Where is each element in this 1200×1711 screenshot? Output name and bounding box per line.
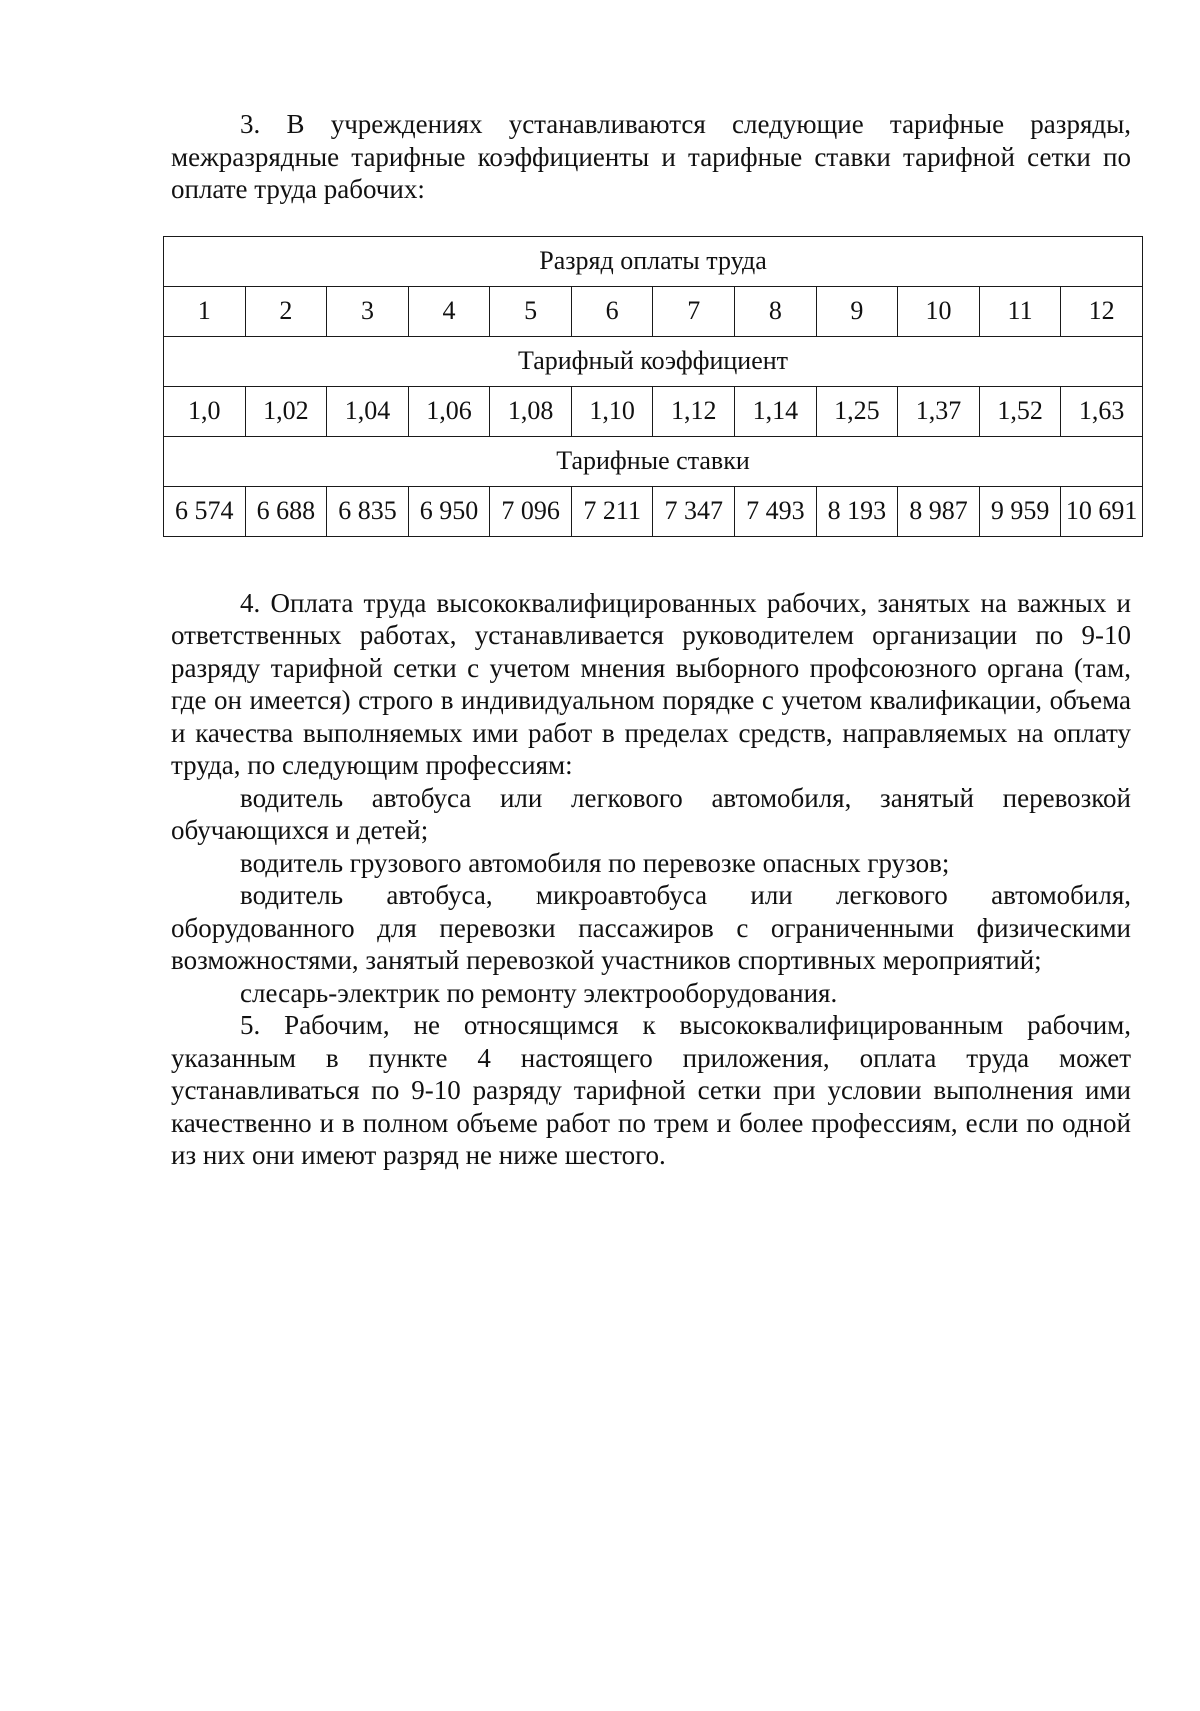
profession-item: слесарь-электрик по ремонту электрооборудования. [240, 977, 838, 1008]
rates-row [164, 486, 1143, 536]
rate-cell: 6 950 [408, 486, 490, 536]
section-4-paragraph: 4. Оплата труда высококвалифицированных рабочих, занятых на важных и ответственных работах, устанавливается руководителем организации по 9-10 разряду тарифной сетки с учетом мнения выборного профсоюзного органа (там, где он имеется) строго в индивидуальном порядке с учетом квалификации, объема и качества выполняемых ими работ в пределах средств, направляемых на оплату труда, по следующим профессиям: [171, 587, 1131, 780]
rates-header-row [164, 436, 1143, 486]
coefficient-header-cell: Тарифный коэффициент [164, 336, 1143, 386]
profession-item: водитель автобуса, микроавтобуса или легкового автомобиля, оборудованного для перевозки пассажиров с ограниченными физическими возможностями, занятый перевозкой участников спортивных мероприятий; [171, 880, 1131, 975]
section-3-paragraph: 3. В учреждениях устанавливаются следующие тарифные разряды, межразрядные тарифные коэффициенты и тарифные ставки тарифной сетки по оплате труда рабочих: [171, 109, 1131, 204]
profession-item: водитель автобуса или легкового автомобиля, занятый перевозкой обучающихся и детей; [171, 782, 1131, 845]
tariff-grid-table [163, 236, 1143, 537]
coefficient-cell: 1,0 [164, 386, 246, 436]
coefficient-cell: 1,06 [408, 386, 490, 436]
grade-cell: 6 [571, 286, 653, 336]
coefficient-header-row [164, 336, 1143, 386]
rate-cell: 7 211 [571, 486, 653, 536]
grade-cell: 9 [816, 286, 898, 336]
rate-cell: 8 987 [898, 486, 980, 536]
rate-cell: 9 959 [979, 486, 1061, 536]
coefficient-cell: 1,12 [653, 386, 735, 436]
grade-cell: 3 [327, 286, 409, 336]
grade-header-cell: Разряд оплаты труда [164, 236, 1143, 286]
coefficient-cell: 1,04 [327, 386, 409, 436]
rate-cell: 7 493 [735, 486, 817, 536]
rate-cell: 10 691 [1061, 486, 1143, 536]
coefficient-cell: 1,37 [898, 386, 980, 436]
grade-cell: 1 [164, 286, 246, 336]
grade-cell: 5 [490, 286, 572, 336]
grades-row [164, 286, 1143, 336]
coefficient-cell: 1,25 [816, 386, 898, 436]
section-5-paragraph: 5. Рабочим, не относящимся к высококвалифицированным рабочим, указанным в пункте 4 настоящего приложения, оплата труда может устанавливаться по 9-10 разряду тарифной сетки при условии выполнения ими качественно и в полном объеме работ по трем и более профессиям, если по одной из них они имеют разряд не ниже шестого. [171, 1010, 1131, 1170]
document-body [171, 108, 1138, 1172]
profession-item: водитель грузового автомобиля по перевозке опасных грузов; [240, 847, 950, 878]
rate-cell: 7 347 [653, 486, 735, 536]
rate-cell: 8 193 [816, 486, 898, 536]
coefficient-cell: 1,10 [571, 386, 653, 436]
coefficient-cell: 1,02 [245, 386, 327, 436]
rate-cell: 7 096 [490, 486, 572, 536]
coefficient-cell: 1,08 [490, 386, 572, 436]
grade-cell: 4 [408, 286, 490, 336]
coefficients-row [164, 386, 1143, 436]
rate-cell: 6 574 [164, 486, 246, 536]
grade-cell: 8 [735, 286, 817, 336]
rate-cell: 6 688 [245, 486, 327, 536]
grade-cell: 2 [245, 286, 327, 336]
coefficient-cell: 1,52 [979, 386, 1061, 436]
coefficient-cell: 1,63 [1061, 386, 1143, 436]
rate-cell: 6 835 [327, 486, 409, 536]
grade-cell: 10 [898, 286, 980, 336]
grade-cell: 12 [1061, 286, 1143, 336]
coefficient-cell: 1,14 [735, 386, 817, 436]
grade-cell: 11 [979, 286, 1061, 336]
rates-header-cell: Тарифные ставки [164, 436, 1143, 486]
grade-cell: 7 [653, 286, 735, 336]
sections-4-5 [171, 587, 1131, 1172]
grade-header-row [164, 236, 1143, 286]
